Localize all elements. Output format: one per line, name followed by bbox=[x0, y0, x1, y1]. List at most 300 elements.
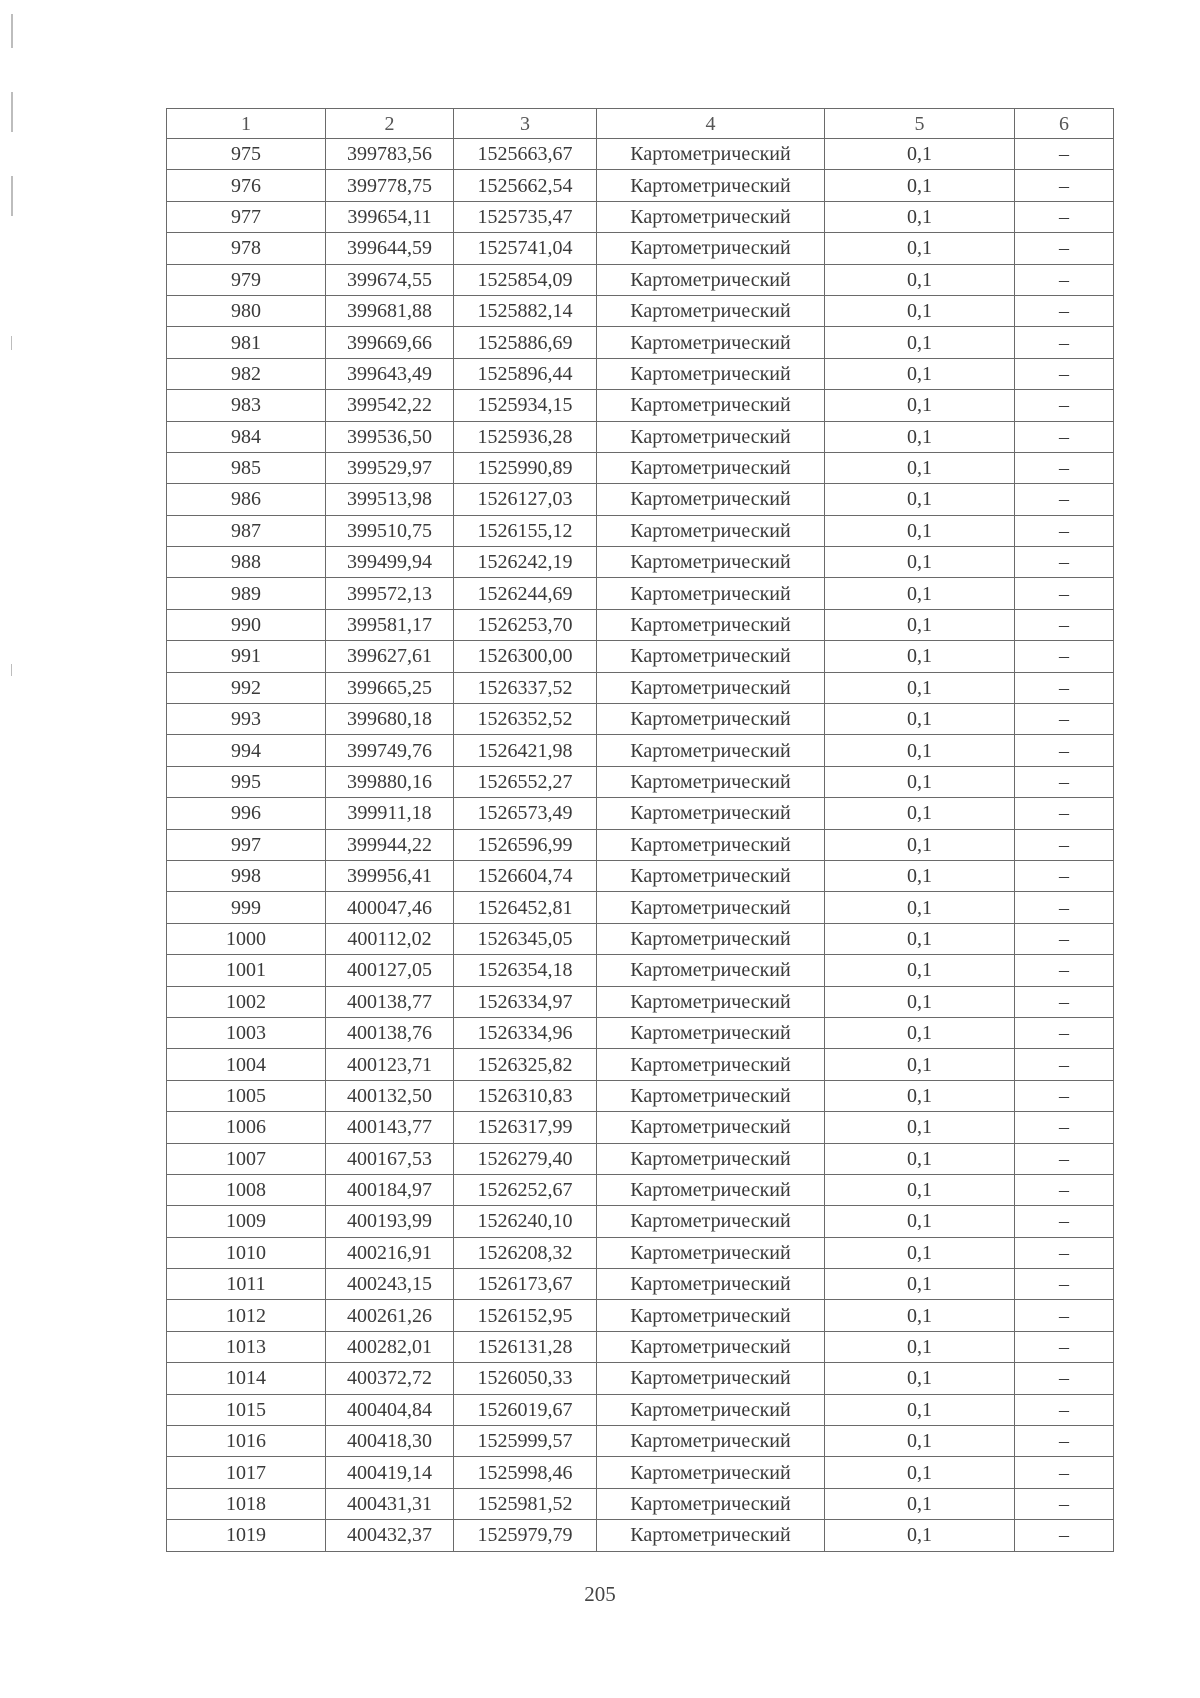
method-cell: Картометрический bbox=[597, 1394, 825, 1425]
x-coordinate-cell: 399956,41 bbox=[326, 860, 454, 891]
accuracy-cell: 0,1 bbox=[825, 798, 1015, 829]
point-number-cell: 990 bbox=[167, 609, 326, 640]
note-cell: – bbox=[1015, 327, 1114, 358]
accuracy-cell: 0,1 bbox=[825, 923, 1015, 954]
note-cell: – bbox=[1015, 547, 1114, 578]
x-coordinate-cell: 399510,75 bbox=[326, 515, 454, 546]
x-coordinate-cell: 400404,84 bbox=[326, 1394, 454, 1425]
y-coordinate-cell: 1526337,52 bbox=[454, 672, 597, 703]
point-number-cell: 999 bbox=[167, 892, 326, 923]
table-row bbox=[167, 452, 1114, 483]
accuracy-cell: 0,1 bbox=[825, 1206, 1015, 1237]
method-cell: Картометрический bbox=[597, 1300, 825, 1331]
note-cell: – bbox=[1015, 390, 1114, 421]
point-number-cell: 1000 bbox=[167, 923, 326, 954]
x-coordinate-cell: 399654,11 bbox=[326, 201, 454, 232]
table-row bbox=[167, 390, 1114, 421]
accuracy-cell: 0,1 bbox=[825, 327, 1015, 358]
accuracy-cell: 0,1 bbox=[825, 390, 1015, 421]
page-number: 205 bbox=[584, 1582, 616, 1606]
column-header: 6 bbox=[1015, 109, 1114, 139]
scan-mark bbox=[11, 176, 13, 216]
note-cell: – bbox=[1015, 1269, 1114, 1300]
method-cell: Картометрический bbox=[597, 327, 825, 358]
y-coordinate-cell: 1526345,05 bbox=[454, 923, 597, 954]
y-coordinate-cell: 1526173,67 bbox=[454, 1269, 597, 1300]
method-cell: Картометрический bbox=[597, 1112, 825, 1143]
note-cell: – bbox=[1015, 139, 1114, 170]
note-cell: – bbox=[1015, 1206, 1114, 1237]
y-coordinate-cell: 1526244,69 bbox=[454, 578, 597, 609]
x-coordinate-cell: 400138,76 bbox=[326, 1017, 454, 1048]
accuracy-cell: 0,1 bbox=[825, 829, 1015, 860]
point-number-cell: 984 bbox=[167, 421, 326, 452]
accuracy-cell: 0,1 bbox=[825, 1049, 1015, 1080]
method-cell: Картометрический bbox=[597, 860, 825, 891]
note-cell: – bbox=[1015, 766, 1114, 797]
note-cell: – bbox=[1015, 1080, 1114, 1111]
method-cell: Картометрический bbox=[597, 1143, 825, 1174]
x-coordinate-cell: 399681,88 bbox=[326, 295, 454, 326]
table-row bbox=[167, 1394, 1114, 1425]
table-row bbox=[167, 1112, 1114, 1143]
y-coordinate-cell: 1526240,10 bbox=[454, 1206, 597, 1237]
y-coordinate-cell: 1525741,04 bbox=[454, 233, 597, 264]
x-coordinate-cell: 399778,75 bbox=[326, 170, 454, 201]
point-number-cell: 988 bbox=[167, 547, 326, 578]
method-cell: Картометрический bbox=[597, 609, 825, 640]
method-cell: Картометрический bbox=[597, 1363, 825, 1394]
point-number-cell: 1010 bbox=[167, 1237, 326, 1268]
point-number-cell: 979 bbox=[167, 264, 326, 295]
accuracy-cell: 0,1 bbox=[825, 452, 1015, 483]
method-cell: Картометрический bbox=[597, 1237, 825, 1268]
method-cell: Картометрический bbox=[597, 421, 825, 452]
method-cell: Картометрический bbox=[597, 1049, 825, 1080]
method-cell: Картометрический bbox=[597, 1457, 825, 1488]
x-coordinate-cell: 399644,59 bbox=[326, 233, 454, 264]
scan-mark bbox=[11, 336, 12, 350]
x-coordinate-cell: 400112,02 bbox=[326, 923, 454, 954]
note-cell: – bbox=[1015, 860, 1114, 891]
note-cell: – bbox=[1015, 295, 1114, 326]
method-cell: Картометрический bbox=[597, 672, 825, 703]
method-cell: Картометрический bbox=[597, 484, 825, 515]
y-coordinate-cell: 1525999,57 bbox=[454, 1426, 597, 1457]
table-row bbox=[167, 1174, 1114, 1205]
method-cell: Картометрический bbox=[597, 923, 825, 954]
table-row bbox=[167, 1049, 1114, 1080]
method-cell: Картометрический bbox=[597, 452, 825, 483]
y-coordinate-cell: 1526317,99 bbox=[454, 1112, 597, 1143]
table-row bbox=[167, 139, 1114, 170]
accuracy-cell: 0,1 bbox=[825, 1520, 1015, 1551]
accuracy-cell: 0,1 bbox=[825, 1300, 1015, 1331]
accuracy-cell: 0,1 bbox=[825, 1017, 1015, 1048]
note-cell: – bbox=[1015, 641, 1114, 672]
x-coordinate-cell: 400372,72 bbox=[326, 1363, 454, 1394]
method-cell: Картометрический bbox=[597, 1331, 825, 1362]
column-header: 5 bbox=[825, 109, 1015, 139]
accuracy-cell: 0,1 bbox=[825, 1269, 1015, 1300]
x-coordinate-cell: 400132,50 bbox=[326, 1080, 454, 1111]
x-coordinate-cell: 400184,97 bbox=[326, 1174, 454, 1205]
note-cell: – bbox=[1015, 233, 1114, 264]
y-coordinate-cell: 1526050,33 bbox=[454, 1363, 597, 1394]
point-number-cell: 1002 bbox=[167, 986, 326, 1017]
accuracy-cell: 0,1 bbox=[825, 860, 1015, 891]
accuracy-cell: 0,1 bbox=[825, 1080, 1015, 1111]
note-cell: – bbox=[1015, 609, 1114, 640]
x-coordinate-cell: 399749,76 bbox=[326, 735, 454, 766]
scan-mark bbox=[11, 14, 13, 48]
point-number-cell: 991 bbox=[167, 641, 326, 672]
method-cell: Картометрический bbox=[597, 139, 825, 170]
point-number-cell: 1015 bbox=[167, 1394, 326, 1425]
table-row bbox=[167, 327, 1114, 358]
note-cell: – bbox=[1015, 1426, 1114, 1457]
accuracy-cell: 0,1 bbox=[825, 1394, 1015, 1425]
accuracy-cell: 0,1 bbox=[825, 484, 1015, 515]
table-row bbox=[167, 766, 1114, 797]
y-coordinate-cell: 1525662,54 bbox=[454, 170, 597, 201]
method-cell: Картометрический bbox=[597, 892, 825, 923]
table-row bbox=[167, 892, 1114, 923]
x-coordinate-cell: 399542,22 bbox=[326, 390, 454, 421]
scan-mark bbox=[11, 664, 12, 676]
table-row bbox=[167, 860, 1114, 891]
table-row bbox=[167, 358, 1114, 389]
note-cell: – bbox=[1015, 1049, 1114, 1080]
y-coordinate-cell: 1525854,09 bbox=[454, 264, 597, 295]
coordinates-table bbox=[166, 108, 1114, 1552]
point-number-cell: 1019 bbox=[167, 1520, 326, 1551]
method-cell: Картометрический bbox=[597, 170, 825, 201]
y-coordinate-cell: 1525981,52 bbox=[454, 1488, 597, 1519]
point-number-cell: 983 bbox=[167, 390, 326, 421]
point-number-cell: 1001 bbox=[167, 955, 326, 986]
x-coordinate-cell: 400216,91 bbox=[326, 1237, 454, 1268]
method-cell: Картометрический bbox=[597, 1426, 825, 1457]
table-row bbox=[167, 170, 1114, 201]
table-row bbox=[167, 201, 1114, 232]
note-cell: – bbox=[1015, 578, 1114, 609]
point-number-cell: 992 bbox=[167, 672, 326, 703]
accuracy-cell: 0,1 bbox=[825, 735, 1015, 766]
accuracy-cell: 0,1 bbox=[825, 1331, 1015, 1362]
x-coordinate-cell: 399944,22 bbox=[326, 829, 454, 860]
x-coordinate-cell: 400123,71 bbox=[326, 1049, 454, 1080]
accuracy-cell: 0,1 bbox=[825, 1426, 1015, 1457]
y-coordinate-cell: 1526604,74 bbox=[454, 860, 597, 891]
method-cell: Картометрический bbox=[597, 390, 825, 421]
accuracy-cell: 0,1 bbox=[825, 264, 1015, 295]
y-coordinate-cell: 1525663,67 bbox=[454, 139, 597, 170]
accuracy-cell: 0,1 bbox=[825, 421, 1015, 452]
note-cell: – bbox=[1015, 955, 1114, 986]
method-cell: Картометрический bbox=[597, 1174, 825, 1205]
note-cell: – bbox=[1015, 201, 1114, 232]
method-cell: Картометрический bbox=[597, 986, 825, 1017]
table-body bbox=[167, 139, 1114, 1552]
note-cell: – bbox=[1015, 1394, 1114, 1425]
y-coordinate-cell: 1525934,15 bbox=[454, 390, 597, 421]
point-number-cell: 1004 bbox=[167, 1049, 326, 1080]
note-cell: – bbox=[1015, 798, 1114, 829]
x-coordinate-cell: 399669,66 bbox=[326, 327, 454, 358]
x-coordinate-cell: 399643,49 bbox=[326, 358, 454, 389]
table-header-row bbox=[167, 109, 1114, 139]
column-header: 2 bbox=[326, 109, 454, 139]
y-coordinate-cell: 1526325,82 bbox=[454, 1049, 597, 1080]
method-cell: Картометрический bbox=[597, 829, 825, 860]
point-number-cell: 1017 bbox=[167, 1457, 326, 1488]
table-row bbox=[167, 986, 1114, 1017]
y-coordinate-cell: 1526152,95 bbox=[454, 1300, 597, 1331]
method-cell: Картометрический bbox=[597, 1269, 825, 1300]
table-row bbox=[167, 1206, 1114, 1237]
note-cell: – bbox=[1015, 484, 1114, 515]
method-cell: Картометрический bbox=[597, 955, 825, 986]
method-cell: Картометрический bbox=[597, 358, 825, 389]
point-number-cell: 1006 bbox=[167, 1112, 326, 1143]
point-number-cell: 1003 bbox=[167, 1017, 326, 1048]
accuracy-cell: 0,1 bbox=[825, 1143, 1015, 1174]
note-cell: – bbox=[1015, 735, 1114, 766]
table-row bbox=[167, 295, 1114, 326]
note-cell: – bbox=[1015, 1331, 1114, 1362]
note-cell: – bbox=[1015, 672, 1114, 703]
y-coordinate-cell: 1526352,52 bbox=[454, 704, 597, 735]
x-coordinate-cell: 400167,53 bbox=[326, 1143, 454, 1174]
x-coordinate-cell: 400431,31 bbox=[326, 1488, 454, 1519]
column-header: 3 bbox=[454, 109, 597, 139]
table-row bbox=[167, 1457, 1114, 1488]
accuracy-cell: 0,1 bbox=[825, 1363, 1015, 1394]
y-coordinate-cell: 1526242,19 bbox=[454, 547, 597, 578]
accuracy-cell: 0,1 bbox=[825, 641, 1015, 672]
note-cell: – bbox=[1015, 1112, 1114, 1143]
table-row bbox=[167, 1080, 1114, 1111]
method-cell: Картометрический bbox=[597, 547, 825, 578]
table-row bbox=[167, 829, 1114, 860]
y-coordinate-cell: 1525886,69 bbox=[454, 327, 597, 358]
accuracy-cell: 0,1 bbox=[825, 892, 1015, 923]
x-coordinate-cell: 399529,97 bbox=[326, 452, 454, 483]
y-coordinate-cell: 1526573,49 bbox=[454, 798, 597, 829]
x-coordinate-cell: 400138,77 bbox=[326, 986, 454, 1017]
note-cell: – bbox=[1015, 1300, 1114, 1331]
y-coordinate-cell: 1526019,67 bbox=[454, 1394, 597, 1425]
accuracy-cell: 0,1 bbox=[825, 986, 1015, 1017]
point-number-cell: 994 bbox=[167, 735, 326, 766]
accuracy-cell: 0,1 bbox=[825, 1488, 1015, 1519]
point-number-cell: 1007 bbox=[167, 1143, 326, 1174]
point-number-cell: 1009 bbox=[167, 1206, 326, 1237]
accuracy-cell: 0,1 bbox=[825, 1112, 1015, 1143]
table-row bbox=[167, 1488, 1114, 1519]
note-cell: – bbox=[1015, 1017, 1114, 1048]
point-number-cell: 985 bbox=[167, 452, 326, 483]
x-coordinate-cell: 400282,01 bbox=[326, 1331, 454, 1362]
method-cell: Картометрический bbox=[597, 201, 825, 232]
note-cell: – bbox=[1015, 452, 1114, 483]
point-number-cell: 989 bbox=[167, 578, 326, 609]
y-coordinate-cell: 1526127,03 bbox=[454, 484, 597, 515]
y-coordinate-cell: 1526354,18 bbox=[454, 955, 597, 986]
column-header: 4 bbox=[597, 109, 825, 139]
y-coordinate-cell: 1525896,44 bbox=[454, 358, 597, 389]
point-number-cell: 981 bbox=[167, 327, 326, 358]
y-coordinate-cell: 1526252,67 bbox=[454, 1174, 597, 1205]
x-coordinate-cell: 399880,16 bbox=[326, 766, 454, 797]
x-coordinate-cell: 400047,46 bbox=[326, 892, 454, 923]
accuracy-cell: 0,1 bbox=[825, 672, 1015, 703]
y-coordinate-cell: 1525979,79 bbox=[454, 1520, 597, 1551]
table-row bbox=[167, 421, 1114, 452]
point-number-cell: 978 bbox=[167, 233, 326, 264]
method-cell: Картометрический bbox=[597, 1017, 825, 1048]
table-row bbox=[167, 609, 1114, 640]
note-cell: – bbox=[1015, 1174, 1114, 1205]
table-row bbox=[167, 264, 1114, 295]
accuracy-cell: 0,1 bbox=[825, 1237, 1015, 1268]
table-row bbox=[167, 1269, 1114, 1300]
table-row bbox=[167, 704, 1114, 735]
point-number-cell: 996 bbox=[167, 798, 326, 829]
point-number-cell: 977 bbox=[167, 201, 326, 232]
column-header: 1 bbox=[167, 109, 326, 139]
point-number-cell: 995 bbox=[167, 766, 326, 797]
y-coordinate-cell: 1525882,14 bbox=[454, 295, 597, 326]
method-cell: Картометрический bbox=[597, 1488, 825, 1519]
x-coordinate-cell: 399581,17 bbox=[326, 609, 454, 640]
method-cell: Картометрический bbox=[597, 578, 825, 609]
note-cell: – bbox=[1015, 515, 1114, 546]
point-number-cell: 1013 bbox=[167, 1331, 326, 1362]
x-coordinate-cell: 399513,98 bbox=[326, 484, 454, 515]
table-row bbox=[167, 578, 1114, 609]
note-cell: – bbox=[1015, 704, 1114, 735]
accuracy-cell: 0,1 bbox=[825, 170, 1015, 201]
method-cell: Картометрический bbox=[597, 641, 825, 672]
note-cell: – bbox=[1015, 1237, 1114, 1268]
y-coordinate-cell: 1525936,28 bbox=[454, 421, 597, 452]
method-cell: Картометрический bbox=[597, 295, 825, 326]
note-cell: – bbox=[1015, 1457, 1114, 1488]
point-number-cell: 986 bbox=[167, 484, 326, 515]
point-number-cell: 975 bbox=[167, 139, 326, 170]
x-coordinate-cell: 400243,15 bbox=[326, 1269, 454, 1300]
method-cell: Картометрический bbox=[597, 233, 825, 264]
table-row bbox=[167, 1426, 1114, 1457]
accuracy-cell: 0,1 bbox=[825, 578, 1015, 609]
table-row bbox=[167, 1143, 1114, 1174]
method-cell: Картометрический bbox=[597, 798, 825, 829]
accuracy-cell: 0,1 bbox=[825, 609, 1015, 640]
point-number-cell: 1008 bbox=[167, 1174, 326, 1205]
table-row bbox=[167, 798, 1114, 829]
point-number-cell: 1012 bbox=[167, 1300, 326, 1331]
point-number-cell: 1018 bbox=[167, 1488, 326, 1519]
point-number-cell: 1016 bbox=[167, 1426, 326, 1457]
accuracy-cell: 0,1 bbox=[825, 139, 1015, 170]
x-coordinate-cell: 400419,14 bbox=[326, 1457, 454, 1488]
point-number-cell: 982 bbox=[167, 358, 326, 389]
table-row bbox=[167, 1237, 1114, 1268]
table-row bbox=[167, 233, 1114, 264]
x-coordinate-cell: 399680,18 bbox=[326, 704, 454, 735]
accuracy-cell: 0,1 bbox=[825, 515, 1015, 546]
y-coordinate-cell: 1525990,89 bbox=[454, 452, 597, 483]
point-number-cell: 993 bbox=[167, 704, 326, 735]
y-coordinate-cell: 1526208,32 bbox=[454, 1237, 597, 1268]
scan-mark bbox=[11, 92, 13, 132]
x-coordinate-cell: 399499,94 bbox=[326, 547, 454, 578]
y-coordinate-cell: 1525998,46 bbox=[454, 1457, 597, 1488]
y-coordinate-cell: 1526253,70 bbox=[454, 609, 597, 640]
y-coordinate-cell: 1526334,97 bbox=[454, 986, 597, 1017]
point-number-cell: 1011 bbox=[167, 1269, 326, 1300]
table-row bbox=[167, 1363, 1114, 1394]
point-number-cell: 998 bbox=[167, 860, 326, 891]
method-cell: Картометрический bbox=[597, 704, 825, 735]
x-coordinate-cell: 399674,55 bbox=[326, 264, 454, 295]
y-coordinate-cell: 1526421,98 bbox=[454, 735, 597, 766]
x-coordinate-cell: 400193,99 bbox=[326, 1206, 454, 1237]
note-cell: – bbox=[1015, 1363, 1114, 1394]
x-coordinate-cell: 399911,18 bbox=[326, 798, 454, 829]
note-cell: – bbox=[1015, 986, 1114, 1017]
accuracy-cell: 0,1 bbox=[825, 1174, 1015, 1205]
table-row bbox=[167, 955, 1114, 986]
accuracy-cell: 0,1 bbox=[825, 358, 1015, 389]
x-coordinate-cell: 399536,50 bbox=[326, 421, 454, 452]
method-cell: Картометрический bbox=[597, 766, 825, 797]
table-row bbox=[167, 672, 1114, 703]
table-row bbox=[167, 547, 1114, 578]
note-cell: – bbox=[1015, 923, 1114, 954]
y-coordinate-cell: 1526155,12 bbox=[454, 515, 597, 546]
table-row bbox=[167, 1520, 1114, 1551]
table-row bbox=[167, 1300, 1114, 1331]
accuracy-cell: 0,1 bbox=[825, 201, 1015, 232]
x-coordinate-cell: 400418,30 bbox=[326, 1426, 454, 1457]
accuracy-cell: 0,1 bbox=[825, 547, 1015, 578]
point-number-cell: 976 bbox=[167, 170, 326, 201]
note-cell: – bbox=[1015, 829, 1114, 860]
x-coordinate-cell: 400432,37 bbox=[326, 1520, 454, 1551]
note-cell: – bbox=[1015, 1520, 1114, 1551]
x-coordinate-cell: 399572,13 bbox=[326, 578, 454, 609]
note-cell: – bbox=[1015, 1143, 1114, 1174]
note-cell: – bbox=[1015, 892, 1114, 923]
accuracy-cell: 0,1 bbox=[825, 1457, 1015, 1488]
point-number-cell: 987 bbox=[167, 515, 326, 546]
y-coordinate-cell: 1526279,40 bbox=[454, 1143, 597, 1174]
method-cell: Картометрический bbox=[597, 735, 825, 766]
x-coordinate-cell: 400143,77 bbox=[326, 1112, 454, 1143]
note-cell: – bbox=[1015, 170, 1114, 201]
table-row bbox=[167, 735, 1114, 766]
table-row bbox=[167, 1017, 1114, 1048]
y-coordinate-cell: 1526300,00 bbox=[454, 641, 597, 672]
method-cell: Картометрический bbox=[597, 264, 825, 295]
note-cell: – bbox=[1015, 264, 1114, 295]
accuracy-cell: 0,1 bbox=[825, 704, 1015, 735]
method-cell: Картометрический bbox=[597, 1080, 825, 1111]
y-coordinate-cell: 1526452,81 bbox=[454, 892, 597, 923]
